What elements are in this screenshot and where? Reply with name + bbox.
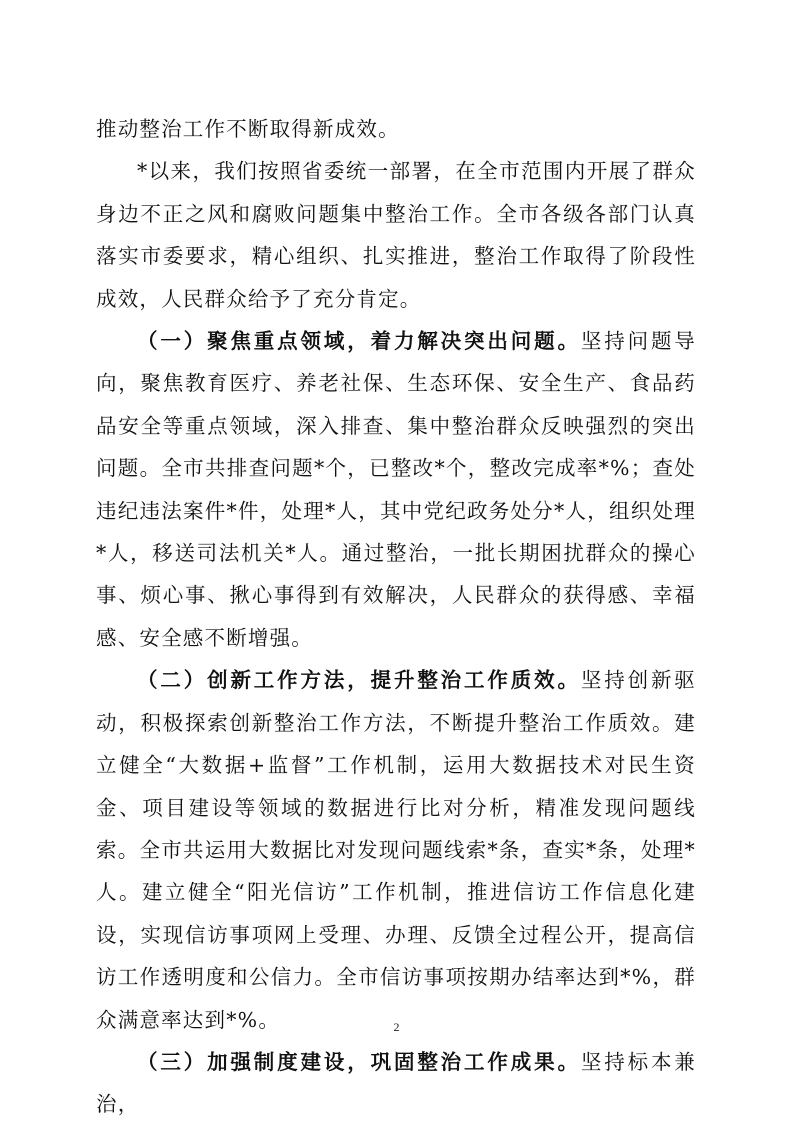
paragraph-text: 坚持标本兼治， <box>96 1049 697 1117</box>
paragraph-text: *以来，我们按照省委统一部署，在全市范围内开展了群众身边不正之风和腐败问题集中整治工作。全市各级各部门认真落实市委要求，精心组织、扎实推进，整治工作取得了阶段性成效，人民群众给予了充分肯定。 <box>96 159 696 311</box>
paragraph-section-3 <box>96 1041 696 1126</box>
paragraph-overview <box>96 150 696 320</box>
document-body <box>96 108 696 1126</box>
paragraph-text: 坚持创新驱动，积极探索创新整治工作方法，不断提升整治工作质效。建立健全“大数据+监督”工作机制，运用大数据技术对民生资金、项目建设等领域的数据进行比对分析，精准发现问题线索。全市共运用大数据比对发现问题线索*条，查实*条，处理*人。建立健全“阳光信访”工作机制，推进信访工作信息化建设，实现信访事项网上受理、办理、反馈全过程公开，提高信访工作透明度和公信力。全市信访事项按期办结率达到*%，群众满意率达到*%。 <box>96 668 697 1032</box>
section-heading: （二）创新工作方法，提升整治工作质效。 <box>137 668 581 693</box>
section-heading: （三）加强制度建设，巩固整治工作成果。 <box>137 1049 581 1074</box>
section-heading: （一）聚焦重点领域，着力解决突出问题。 <box>137 329 581 354</box>
paragraph-text: 推动整治工作不断取得新成效。 <box>96 117 400 141</box>
page-number: 2 <box>393 1020 400 1034</box>
paragraph-text: 坚持问题导向，聚焦教育医疗、养老社保、生态环保、安全生产、食品药品安全等重点领域，深入排查、集中整治群众反映强烈的突出问题。全市共排查问题*个，已整改*个，整改完成率*%；查处违纪违法案件*件，处理*人，其中党纪政务处分*人，组织处理*人，移送司法机关*人。通过整治，一批长期困扰群众的操心事、烦心事、揪心事得到有效解决，人民群众的获得感、幸福感、安全感不断增强。 <box>96 329 697 650</box>
paragraph-section-2 <box>96 659 696 1041</box>
paragraph-intro <box>96 108 696 150</box>
paragraph-section-1 <box>96 320 696 659</box>
